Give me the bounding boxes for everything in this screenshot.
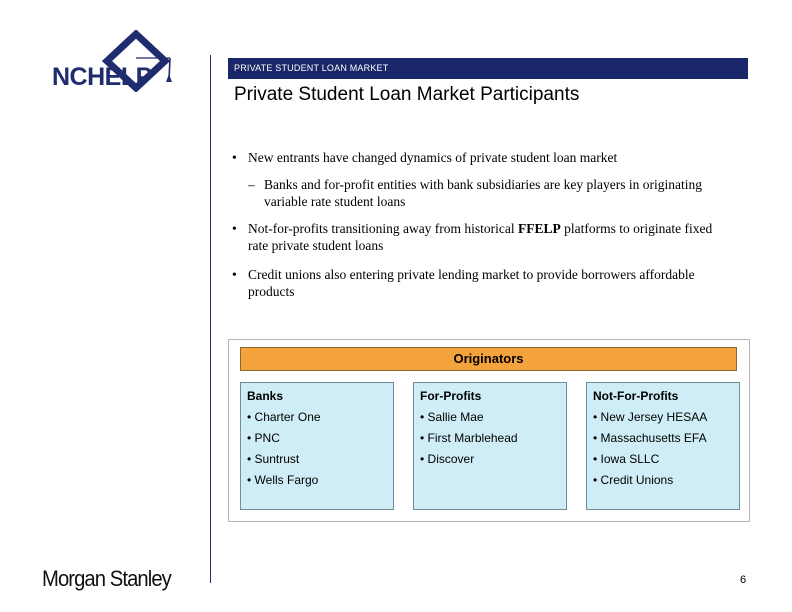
- column-title: For-Profits: [420, 389, 482, 403]
- bullet-text-post: platforms to originate fixed rate private student loans: [248, 221, 713, 253]
- bullet-dot: •: [232, 267, 237, 282]
- vertical-divider: [210, 55, 211, 583]
- bullet-item: [232, 266, 732, 300]
- sub-bullet-dash: –: [248, 177, 255, 192]
- column-item: • Charter One: [247, 410, 321, 424]
- column-item: • PNC: [247, 431, 280, 445]
- column-item: • Credit Unions: [593, 473, 674, 487]
- bullet-item: [232, 149, 732, 166]
- sub-bullet-text: Banks and for-profit entities with bank subsidiaries are key players in originating variable rate student loans: [264, 177, 702, 209]
- for-profits-column: [413, 382, 567, 510]
- page-title: Private Student Loan Market Participants: [234, 84, 580, 105]
- bullet-list: [232, 149, 732, 312]
- column-title: Banks: [247, 389, 284, 403]
- bullet-text: New entrants have changed dynamics of private student loan market: [248, 150, 618, 165]
- page-number: 6: [740, 574, 747, 586]
- bullet-text: Credit unions also entering private lending market to provide borrowers affordable products: [248, 267, 695, 299]
- banks-column: [240, 382, 394, 510]
- column-item: • Sallie Mae: [420, 410, 484, 424]
- column-item: • New Jersey HESAA: [593, 410, 708, 424]
- bullet-dot: •: [232, 221, 237, 236]
- section-label: PRIVATE STUDENT LOAN MARKET: [234, 63, 389, 73]
- originators-header: [240, 347, 737, 371]
- column-item: • Massachusetts EFA: [593, 431, 707, 445]
- logo-text: NCHELP: [52, 63, 152, 91]
- column-item: • First Marblehead: [420, 431, 518, 445]
- column-item: • Wells Fargo: [247, 473, 319, 487]
- originators-header-label: Originators: [453, 351, 524, 366]
- bullet-dot: •: [232, 150, 237, 165]
- not-for-profits-column: [586, 382, 740, 510]
- nchelp-logo: [52, 30, 182, 92]
- bullet-text-pre: Not-for-profits transitioning away from historical: [248, 221, 519, 236]
- bullet-text-bold: FFELP: [518, 221, 561, 236]
- sub-bullet-item: [232, 176, 732, 210]
- morgan-stanley-logo: Morgan Stanley: [42, 566, 171, 591]
- section-header-bar: [228, 58, 748, 79]
- column-item: • Discover: [420, 452, 475, 466]
- column-title: Not-For-Profits: [593, 389, 679, 403]
- column-item: • Suntrust: [247, 452, 300, 466]
- bullet-item: [232, 220, 732, 254]
- column-item: • Iowa SLLC: [593, 452, 660, 466]
